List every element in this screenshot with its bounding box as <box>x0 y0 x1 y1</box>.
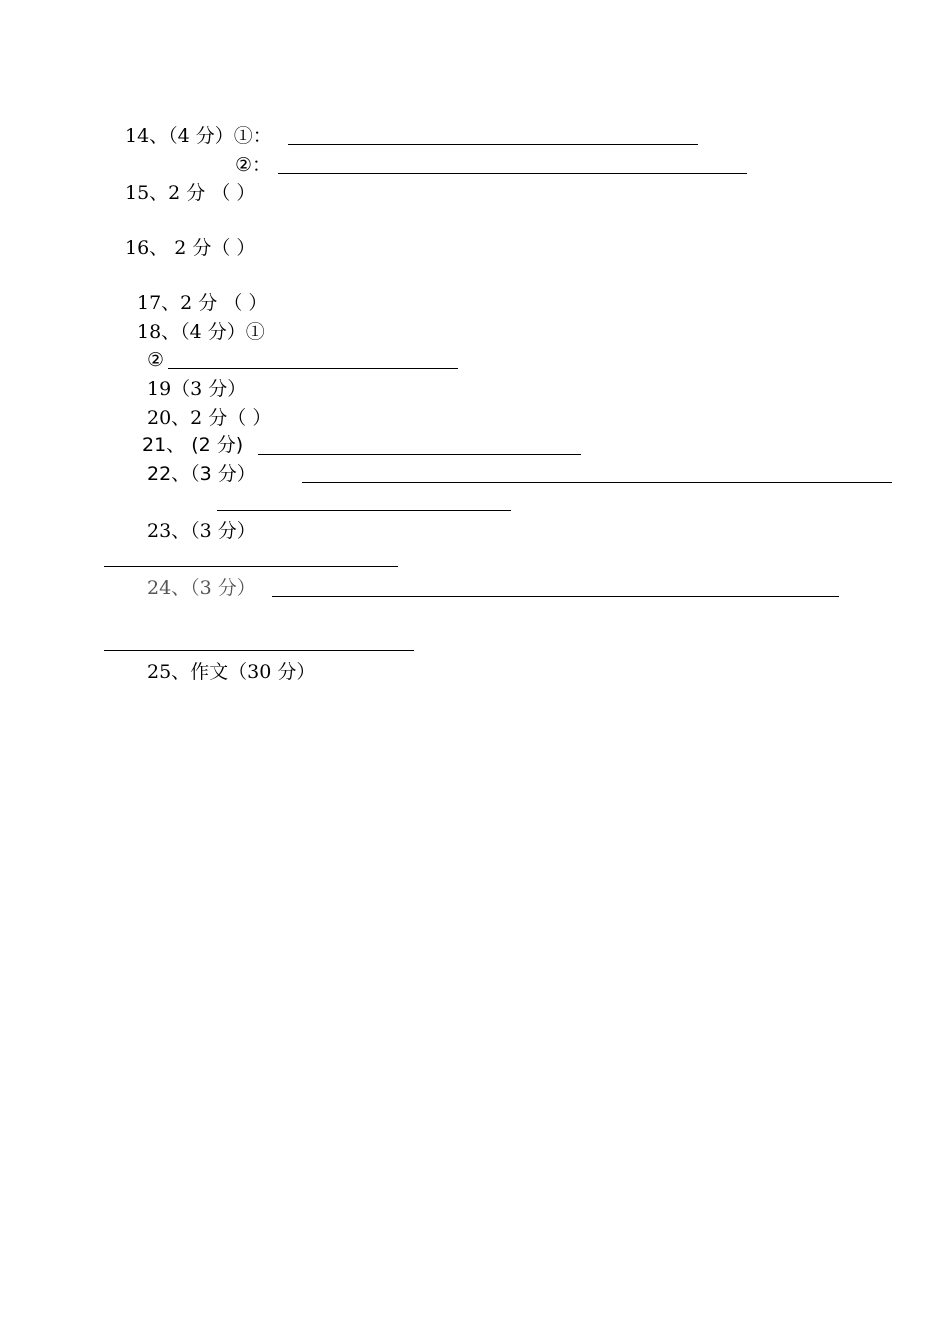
answer-line-24-2[interactable] <box>104 650 414 651</box>
question-21-label: 21、 (2 分) <box>142 434 244 456</box>
answer-line-21[interactable] <box>258 454 581 455</box>
question-19-label: 19（3 分） <box>147 378 247 400</box>
question-23-label: 23、（3 分） <box>147 520 256 542</box>
answer-line-14-1[interactable] <box>288 144 698 145</box>
answer-line-23[interactable] <box>104 566 398 567</box>
question-14-label: 14、（4 分）①： <box>125 125 272 147</box>
question-14-sub-label: ②： <box>235 154 272 176</box>
question-16-label: 16、 2 分（ ） <box>125 237 256 259</box>
question-18-sub-label: ② <box>147 349 165 371</box>
answer-line-18-2[interactable] <box>168 368 458 369</box>
question-25-label: 25、作文（30 分） <box>147 661 316 683</box>
question-22-label: 22、（3 分） <box>147 463 256 485</box>
question-20-label: 20、2 分（ ） <box>147 407 272 429</box>
question-17-label: 17、2 分 （ ） <box>137 292 268 314</box>
answer-line-24-1[interactable] <box>272 596 839 597</box>
answer-line-22-2[interactable] <box>217 510 511 511</box>
answer-line-14-2[interactable] <box>278 173 747 174</box>
question-24-label: 24、（3 分） <box>147 577 256 599</box>
question-15-label: 15、2 分 （ ） <box>125 182 256 204</box>
question-18-label: 18、（4 分）① <box>137 321 265 343</box>
answer-line-22-1[interactable] <box>302 482 892 483</box>
